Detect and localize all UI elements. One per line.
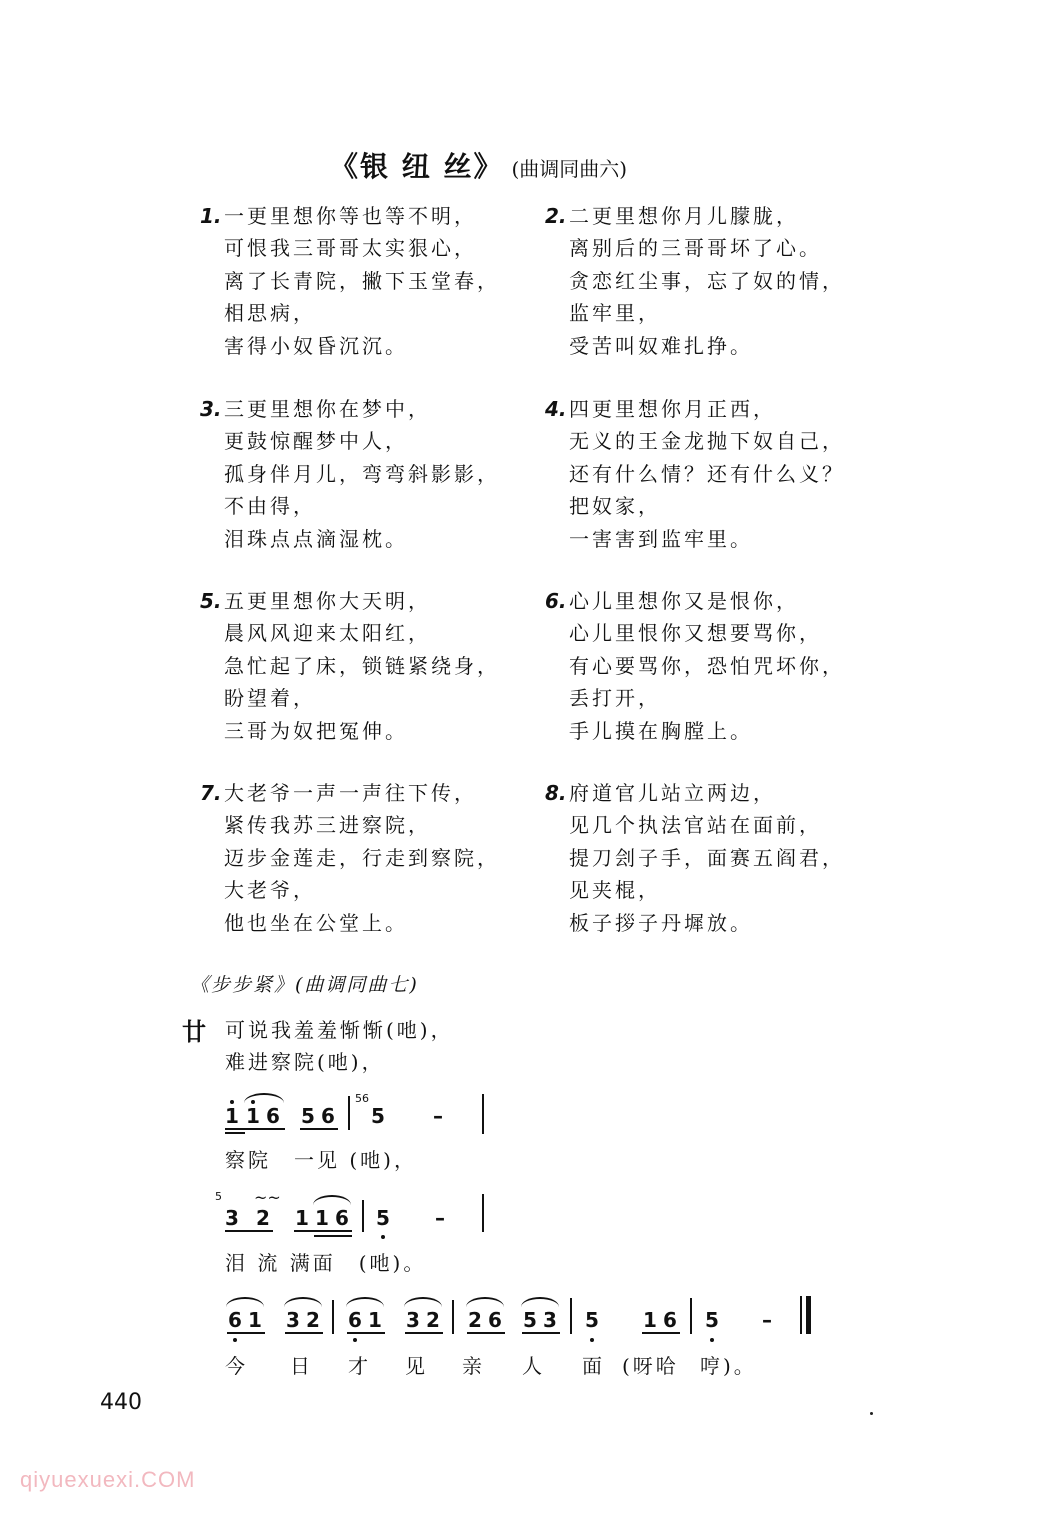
verse-line: 可恨我三哥哥太实狠心，: [224, 236, 477, 261]
note: 6: [228, 1308, 242, 1332]
verse-line: 孤身伴月儿，弯弯斜影影，: [224, 461, 500, 486]
verse-line: 受苦叫奴难扎挣。: [569, 333, 753, 358]
verse-line: 5. 五更里想你大天明，: [200, 585, 500, 617]
note: 5: [705, 1308, 719, 1332]
notation-lyric: 日: [290, 1354, 313, 1378]
verse-line: 离了长青院，撇下玉堂春，: [224, 268, 500, 293]
note: 2: [468, 1308, 482, 1332]
verse-line: 无义的王金龙抛下奴自己，: [569, 429, 845, 454]
notation-lyric: 才: [348, 1354, 371, 1378]
note: 1: [368, 1308, 382, 1332]
note: 6: [663, 1308, 677, 1332]
intro-line: 可说我羞羞惭惭(吔)，: [225, 1018, 454, 1042]
low-octave-dot: [381, 1235, 385, 1239]
notation-lyric: 察院 一见 (吔)，: [225, 1148, 417, 1172]
beam: [225, 1128, 285, 1130]
dash: –: [762, 1308, 772, 1332]
note: 5: [371, 1104, 385, 1128]
bar-line: [482, 1194, 484, 1232]
verse-number: 4.: [545, 397, 567, 421]
verse-line: 6. 心儿里想你又是恨你，: [545, 585, 845, 617]
low-octave-dot: [590, 1338, 594, 1342]
verse-line: 2. 二更里想你月儿朦胧，: [545, 200, 845, 232]
verse-6: [545, 585, 845, 747]
note: 6: [335, 1206, 349, 1230]
verse-line: 3. 三更里想你在梦中，: [200, 393, 500, 425]
verse-line: 心儿里恨你又想要骂你，: [569, 621, 822, 646]
verse-line: 4. 四更里想你月正西，: [545, 393, 845, 425]
beam: [294, 1230, 352, 1232]
verse-number: 8.: [545, 781, 567, 805]
beam: [300, 1128, 338, 1130]
page-number: 440: [100, 1390, 142, 1415]
bar-line: [482, 1094, 484, 1134]
beam: [642, 1332, 680, 1334]
notation-lyric: 见: [405, 1354, 428, 1378]
verse-line: 相思病，: [224, 301, 316, 326]
verse-line: 紧传我苏三进察院，: [224, 813, 431, 838]
notation-lyric: 今: [225, 1354, 248, 1378]
verse-number: 2.: [545, 204, 567, 228]
low-octave-dot: [353, 1338, 357, 1342]
note: 1: [248, 1308, 262, 1332]
verse-number: 1.: [200, 204, 222, 228]
note: 5: [376, 1206, 390, 1230]
verse-line: 三哥为奴把冤伸。: [224, 718, 408, 743]
verse-line: 一害害到监牢里。: [569, 526, 753, 551]
note: 2: [426, 1308, 440, 1332]
beam: [227, 1332, 265, 1334]
verse-line: 8. 府道官儿站立两边，: [545, 777, 845, 809]
verse-1: [200, 200, 500, 362]
note: 1: [643, 1308, 657, 1332]
slur: [404, 1297, 442, 1307]
beam: [405, 1332, 443, 1334]
note: 6: [321, 1104, 335, 1128]
verse-line: 见几个执法官站在面前，: [569, 813, 822, 838]
verse-line: 还有什么情？还有什么义？: [569, 461, 845, 486]
verse-number: 7.: [200, 781, 222, 805]
verse-line: 急忙起了床，锁链紧绕身，: [224, 653, 500, 678]
slur: [284, 1297, 322, 1307]
verse-line: 泪珠点点滴湿枕。: [224, 526, 408, 551]
octave-dot: [230, 1100, 234, 1104]
slur: [313, 1195, 351, 1205]
verse-number: 6.: [545, 589, 567, 613]
section-title: 《步步紧》(曲调同曲七): [190, 974, 419, 996]
slur: [346, 1297, 384, 1307]
song-title-sub: (曲调同曲六): [511, 157, 628, 181]
print-speck: [870, 1412, 873, 1415]
verse-line: 1. 一更里想你等也等不明，: [200, 200, 500, 232]
grace-notes: 56: [355, 1092, 369, 1105]
beam: [522, 1332, 560, 1334]
beam: [347, 1332, 385, 1334]
verse-7: [200, 777, 500, 939]
watermark: qiyuexuexi.COM: [20, 1467, 196, 1492]
verse-line: 监牢里，: [569, 301, 661, 326]
verse-line: 提刀刽子手，面赛五阎君，: [569, 845, 845, 870]
verse-line: 盼望着，: [224, 686, 316, 711]
verse-line: 板子拶子丹墀放。: [569, 910, 753, 935]
dash: –: [433, 1104, 443, 1128]
trill-mark: ~~: [254, 1188, 281, 1207]
bar-line: [452, 1300, 454, 1334]
final-bar-line-thin: [800, 1296, 802, 1334]
verse-number: 3.: [200, 397, 222, 421]
note: 6: [488, 1308, 502, 1332]
verse-line: 害得小奴昏沉沉。: [224, 333, 408, 358]
note: 1: [225, 1104, 239, 1128]
verse-line: 7. 大老爷一声一声往下传，: [200, 777, 500, 809]
verse-5: [200, 585, 500, 747]
notation-lyric: 泪 流 满面 (吔)。: [225, 1251, 427, 1275]
bar-line: [690, 1298, 692, 1334]
verse-line: 离别后的三哥哥坏了心。: [569, 236, 822, 261]
notation-lyric: 亲: [462, 1354, 485, 1378]
note: 3: [406, 1308, 420, 1332]
note: 2: [256, 1206, 270, 1230]
verse-3: [200, 393, 500, 555]
slur: [466, 1297, 504, 1307]
note: 3: [286, 1308, 300, 1332]
notation-lyric: 面: [582, 1354, 605, 1378]
note: 1: [315, 1206, 329, 1230]
verse-line: 不由得，: [224, 494, 316, 519]
beam: [225, 1230, 273, 1232]
note: 5: [585, 1308, 599, 1332]
note: 1: [295, 1206, 309, 1230]
grace-notes: 5: [215, 1190, 222, 1203]
beam: [314, 1235, 352, 1237]
verse-line: 更鼓惊醒梦中人，: [224, 429, 408, 454]
slur: [226, 1297, 264, 1307]
notation-lyric: 人: [522, 1354, 545, 1378]
bar-line: [362, 1200, 364, 1232]
verse-line: 贪恋红尘事，忘了奴的情，: [569, 268, 845, 293]
song-title: [330, 145, 627, 185]
verse-line: 他也坐在公堂上。: [224, 910, 408, 935]
note: 5: [523, 1308, 537, 1332]
bar-line: [570, 1298, 572, 1334]
slur: [244, 1093, 284, 1103]
verse-line: 丢打开，: [569, 686, 661, 711]
verse-line: 有心要骂你，恐怕咒坏你，: [569, 653, 845, 678]
low-octave-dot: [710, 1338, 714, 1342]
verse-8: [545, 777, 845, 939]
note: 1: [246, 1104, 260, 1128]
verse-line: 见夹棍，: [569, 878, 661, 903]
verse-line: 晨风风迎来太阳红，: [224, 621, 431, 646]
note: 3: [225, 1206, 239, 1230]
bar-line: [332, 1300, 334, 1334]
notation-lyric: (呀哈: [622, 1354, 679, 1378]
beam: [225, 1132, 245, 1134]
note: 2: [306, 1308, 320, 1332]
verse-line: 迈步金莲走，行走到察院，: [224, 845, 500, 870]
note: 6: [266, 1104, 280, 1128]
beam: [467, 1332, 505, 1334]
dash: –: [435, 1206, 445, 1230]
verse-4: [545, 393, 845, 555]
bar-line: [348, 1096, 350, 1130]
verse-2: [545, 200, 845, 362]
notation-lyric: 哼)。: [700, 1354, 757, 1378]
slur: [521, 1297, 559, 1307]
verse-line: 手儿摸在胸膛上。: [569, 718, 753, 743]
beam: [285, 1332, 323, 1334]
final-bar-line-thick: [806, 1296, 811, 1334]
verse-line: 大老爷，: [224, 878, 316, 903]
verse-line: 把奴家，: [569, 494, 661, 519]
intro-line: 难进察院(吔)，: [225, 1050, 385, 1074]
free-meter-mark: 廿: [182, 1018, 206, 1046]
note: 3: [543, 1308, 557, 1332]
song-title-main: 《银 纽 丝》: [330, 150, 504, 183]
verse-number: 5.: [200, 589, 222, 613]
note: 5: [301, 1104, 315, 1128]
note: 6: [348, 1308, 362, 1332]
low-octave-dot: [233, 1338, 237, 1342]
